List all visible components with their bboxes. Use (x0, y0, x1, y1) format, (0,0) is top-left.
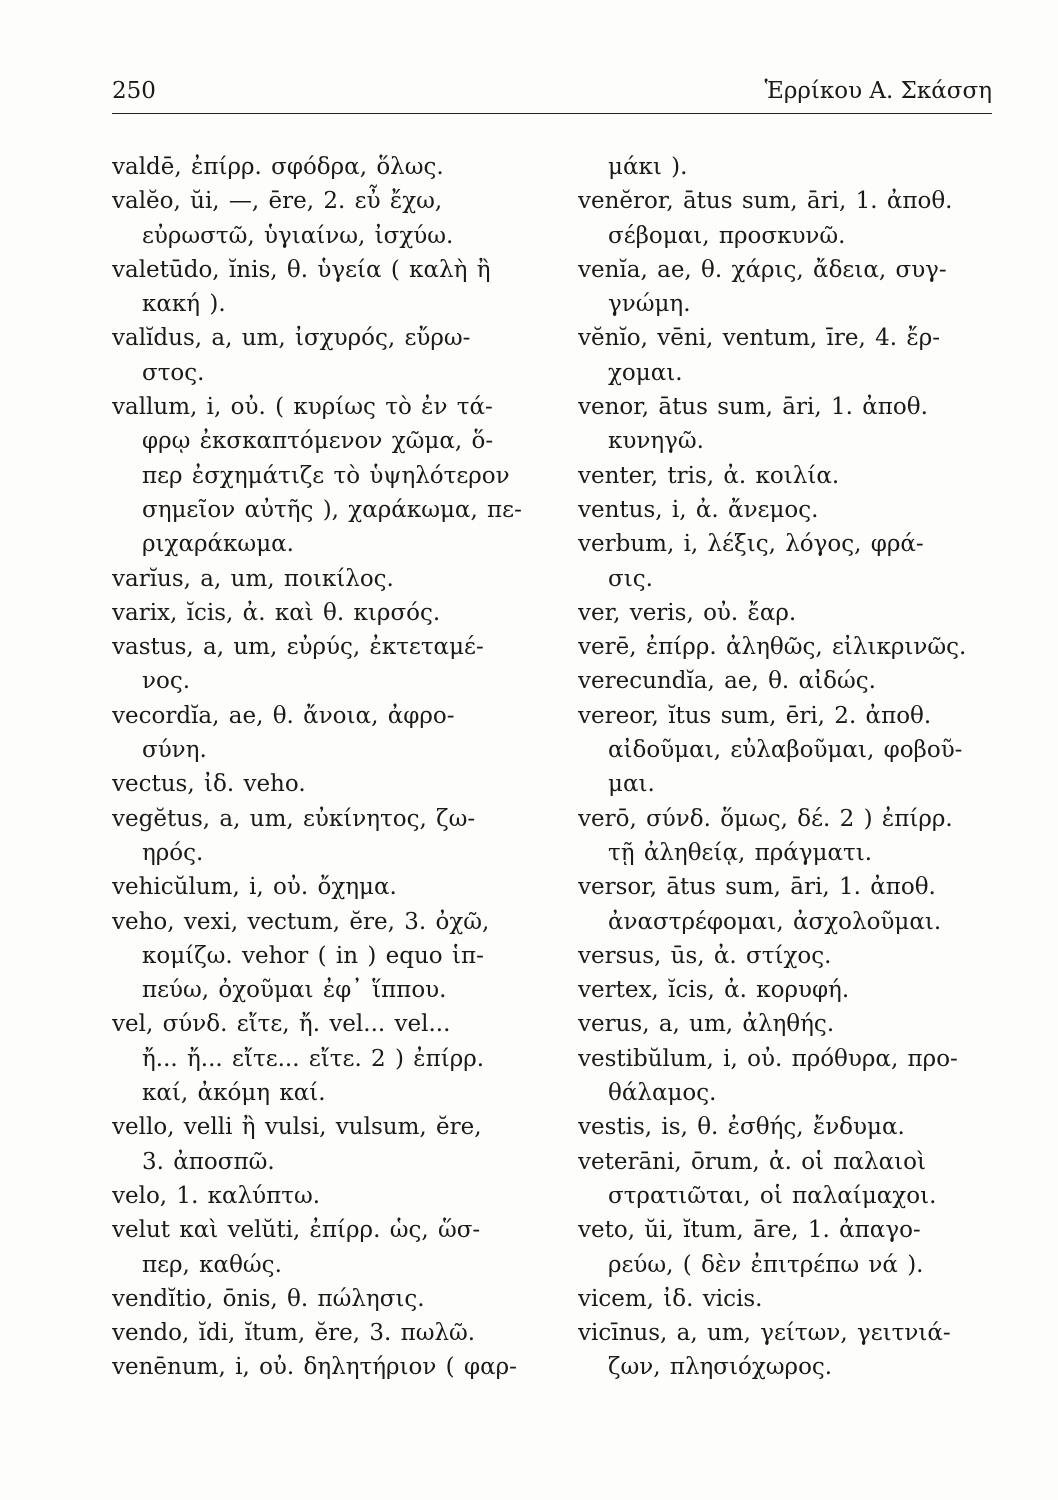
entry-line: vendo, ĭdi, ĭtum, ĕre, 3. πωλῶ. (112, 1320, 476, 1347)
entry-line: ριχαράκωμα. (142, 531, 294, 558)
entry-line: κυνηγῶ. (608, 428, 704, 455)
entry-line: σημεῖον αὐτῆς ), χαράκωμα, πε- (142, 496, 522, 523)
entry-line: 3. ἀποσπῶ. (142, 1148, 275, 1175)
entry-line: vestis, is, θ. ἐσθής, ἔνδυμα. (578, 1114, 905, 1141)
entry-line: χομαι. (608, 359, 683, 386)
entry-line: versus, ūs, ἀ. στίχος. (578, 942, 832, 969)
entry-line: ηρός. (142, 839, 204, 866)
entry-line: valĕo, ŭi, —, ēre, 2. εὖ ἔχω, (112, 188, 443, 215)
entry-line: venēnum, i, οὐ. δηλητήριον ( φαρ- (112, 1354, 517, 1381)
entry-line: venor, ātus sum, āri, 1. ἀποθ. (578, 394, 928, 421)
entry-line: καί, ἀκόμη καί. (142, 1080, 326, 1107)
entry-line: ver, veris, οὐ. ἔαρ. (578, 599, 797, 626)
page-number: 250 (112, 78, 156, 104)
entry-line: venĭa, ae, θ. χάρις, ἄδεια, συγ- (578, 256, 947, 283)
entry-line: varĭus, a, um, ποικίλος. (112, 565, 394, 592)
entry-line: σέβομαι, προσκυνῶ. (608, 222, 846, 249)
entry-line: vereor, ĭtus sum, ēri, 2. ἀποθ. (578, 702, 932, 729)
entry-line: vectus, ἰδ. veho. (112, 771, 306, 798)
entry-line: versor, ātus sum, āri, 1. ἀποθ. (578, 874, 936, 901)
entry-line: verecundĭa, ae, θ. αἰδώς. (578, 668, 876, 695)
entry-line: vello, velli ἢ vulsi, vulsum, ĕre, (112, 1114, 482, 1141)
running-head: Ἑρρίκου Α. Σκάσση (764, 78, 992, 104)
entry-line: κακή ). (142, 291, 226, 318)
entry-line: στρατιῶται, οἱ παλαίμαχοι. (608, 1182, 937, 1209)
entry-line: velut καὶ velŭti, ἐπίρρ. ὡς, ὥσ- (112, 1217, 481, 1244)
entry-line: ἀναστρέφομαι, ἀσχολοῦμαι. (608, 908, 942, 935)
entry-line: valetūdo, ĭnis, θ. ὑγεία ( καλὴ ἢ (112, 256, 491, 283)
entry-line: veto, ŭi, ĭtum, āre, 1. ἀπαγο- (578, 1217, 921, 1244)
entry-line: περ, καθώς. (142, 1251, 282, 1278)
entry-line: θάλαμος. (608, 1080, 717, 1107)
entry-line: κομίζω. vehor ( in ) equo ἱπ- (142, 942, 484, 969)
entry-line: μάκι ). (608, 154, 688, 180)
entry-line: φρῳ ἐκσκαπτόμενον χῶμα, ὅ- (142, 428, 494, 455)
entry-line: verō, σύνδ. ὅμως, δέ. 2 ) ἐπίρρ. (578, 805, 953, 832)
entry-line: vestibŭlum, i, οὐ. πρόθυρα, προ- (578, 1045, 958, 1072)
entry-line: veterāni, ōrum, ἀ. οἱ παλαιοὶ (578, 1148, 927, 1175)
entry-line: valdē, ἐπίρρ. σφόδρα, ὅλως. (112, 154, 444, 180)
entry-line: αἰδοῦμαι, εὐλαβοῦμαι, φοβοῦ- (608, 737, 963, 764)
entry-line: ζων, πλησιόχωρος. (608, 1354, 833, 1381)
entry-line: τῇ ἀληθείᾳ, πράγματι. (608, 839, 873, 866)
entry-line: ἤ... ἤ... εἴτε... εἴτε. 2 ) ἐπίρρ. (142, 1045, 485, 1072)
right-column (578, 150, 1016, 1385)
entry-line: verbum, i, λέξις, λόγος, φρά- (578, 531, 924, 558)
entry-line: veho, vexi, vectum, ĕre, 3. ὀχῶ, (112, 908, 490, 935)
entry-line: vastus, a, um, εὐρύς, ἐκτεταμέ- (112, 634, 484, 661)
page-header (112, 78, 992, 112)
entry-line: στος. (142, 359, 205, 386)
entry-line: varix, ĭcis, ἀ. καὶ θ. κιρσός. (112, 599, 441, 626)
entry-line: valĭdus, a, um, ἰσχυρός, εὔρω- (112, 325, 471, 352)
entry-line: εὐρωστῶ, ὑγιαίνω, ἰσχύω. (142, 222, 454, 249)
entry-line: ventus, i, ἀ. ἄνεμος. (578, 496, 819, 523)
entry-line: vicīnus, a, um, γείτων, γειτνιά- (578, 1320, 951, 1347)
entry-line: vehicŭlum, i, οὐ. ὄχημα. (112, 874, 397, 901)
entry-line: vegĕtus, a, um, εὐκίνητος, ζω- (112, 805, 476, 832)
entry-line: γνώμη. (608, 291, 691, 318)
left-column (112, 150, 550, 1385)
entry-line: verē, ἐπίρρ. ἀληθῶς, εἰλικρινῶς. (578, 634, 967, 661)
entry-line: vendĭtio, ōnis, θ. πώλησις. (112, 1285, 425, 1312)
entry-line: venĕror, ātus sum, āri, 1. ἀποθ. (578, 188, 953, 215)
entry-line: verus, a, um, ἀληθής. (578, 1011, 835, 1038)
entry-line: venter, tris, ἀ. κοιλία. (578, 462, 840, 489)
entry-line: vallum, i, οὐ. ( κυρίως τὸ ἐν τά- (112, 394, 493, 421)
entry-line: vel, σύνδ. εἴτε, ἤ. vel... vel... (112, 1011, 451, 1038)
entry-line: νος. (142, 668, 191, 695)
entry-line: vicem, ἰδ. vicis. (578, 1285, 763, 1312)
entry-line: ρεύω, ( δὲν ἐπιτρέπω νά ). (608, 1251, 924, 1278)
entry-line: περ ἐσχημάτιζε τὸ ὑψηλότερον (142, 462, 510, 489)
entry-line: vĕnĭo, vēni, ventum, īre, 4. ἔρ- (578, 325, 941, 352)
entry-line: velo, 1. καλύπτω. (112, 1182, 321, 1209)
entry-line: vertex, ĭcis, ἀ. κορυφή. (578, 977, 850, 1004)
entry-line: vecordĭa, ae, θ. ἄνοια, ἀφρο- (112, 702, 455, 729)
entry-line: μαι. (608, 771, 655, 798)
header-rule (112, 113, 992, 114)
entry-line: σις. (608, 565, 653, 592)
entry-line: σύνη. (142, 737, 207, 764)
entry-line: πεύω, ὀχοῦμαι ἐφ᾽ ἵππου. (142, 977, 447, 1004)
